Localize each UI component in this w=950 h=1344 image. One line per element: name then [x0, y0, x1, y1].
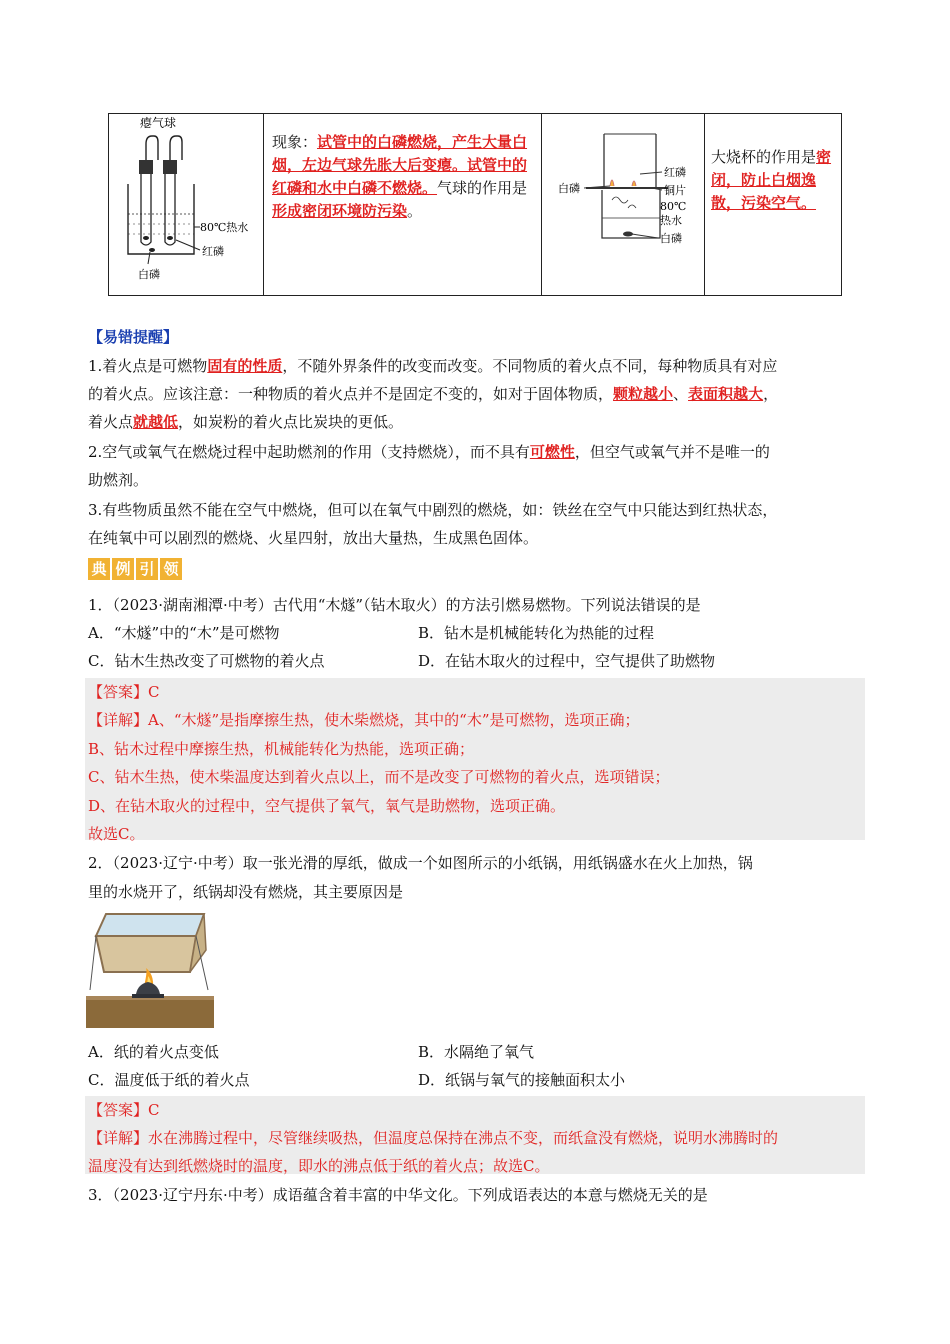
beaker-apparatus-figure: [556, 130, 702, 256]
q2-stem-line1: 2．（2023·辽宁·中考）取一张光滑的厚纸，做成一个如图所示的小纸锅，用纸锅盛水在火上加热，锅: [88, 854, 753, 872]
tips-p1-line3: 着火点就越低，如炭粉的着火点比炭块的更低。: [88, 413, 404, 431]
tips-p1-line2: 的着火点。应该注意：一种物质的着火点并不是固定不变的，如对于固体物质，颗粒越小、表面积越大，: [88, 385, 779, 403]
svg-text:红磷: 红磷: [664, 166, 686, 179]
q2-detail-line2: 温度没有达到纸燃烧时的温度，即水的沸点低于纸的着火点；故选C。: [88, 1157, 550, 1175]
phenomenon-text: 现象：试管中的白磷燃烧，产生大量白烟，左边气球先胀大后变瘪。试管中的红磷和水中白磷不燃烧。气球的作用是形成密闭环境防污染。: [272, 133, 528, 220]
q1-detail-line1: 【详解】A、“木燧”是指摩擦生热，使木柴燃烧，其中的“木”是可燃物，选项正确；: [88, 711, 640, 729]
svg-text:80℃: 80℃: [660, 200, 687, 213]
svg-text:白磷: 白磷: [558, 182, 580, 195]
svg-text:白磷: 白磷: [138, 268, 160, 281]
q2-detail-line1: 【详解】水在沸腾过程中，尽管继续吸热，但温度总保持在沸点不变，而纸盒没有燃烧，说明水沸腾时的: [88, 1129, 779, 1147]
balloon-prefix: 气球的作用是: [437, 179, 528, 197]
svg-text:铜片: 铜片: [664, 184, 686, 197]
svg-text:白磷: 白磷: [660, 232, 682, 245]
q1-answer: 【答案】C: [88, 683, 160, 701]
q1-detail-line4: D、在钻木取火的过程中，空气提供了氧气，氧气是助燃物，选项正确。: [88, 797, 566, 815]
svg-text:80℃热水: 80℃热水: [200, 221, 249, 234]
svg-text:瘪气球: 瘪气球: [140, 116, 177, 130]
q1-detail-line2: B、钻木过程中摩擦生热，机械能转化为热能，选项正确；: [88, 740, 475, 758]
beaker-prefix: 大烧杯的作用是: [711, 148, 817, 166]
q2-option-a: A．纸的着火点变低: [88, 1043, 219, 1061]
q1-detail-line5: 故选C。: [88, 825, 145, 843]
q3-stem: 3．（2023·辽宁丹东·中考）成语蕴含着丰富的中华文化。下列成语表达的本意与燃烧无关的是: [88, 1186, 708, 1204]
q1-option-b: B．钻木是机械能转化为热能的过程: [418, 624, 655, 642]
tips-p3-line2: 在纯氧中可以剧烈的燃烧、火星四射，放出大量热，生成黑色固体。: [88, 529, 539, 547]
tips-p3-line1: 3.有些物质虽然不能在空气中燃烧，但可以在氧气中剧烈的燃烧，如：铁丝在空气中只能达到红热状态，: [88, 501, 778, 519]
paper-pot-figure: [86, 910, 214, 1028]
q2-answer: 【答案】C: [88, 1101, 160, 1119]
q2-option-b: B．水隔绝了氧气: [418, 1043, 535, 1061]
beaker-answer: 密闭，防止白烟逸散，污染空气。: [711, 148, 832, 212]
q1-stem: 1．（2023·湖南湘潭·中考）古代用“木燧”（钻木取火）的方法引燃易燃物。下列说法错误的是: [88, 596, 701, 614]
tips-title: 【易错提醒】: [88, 328, 179, 346]
q2-option-d: D．纸锅与氧气的接触面积太小: [418, 1071, 626, 1089]
svg-text:热水: 热水: [660, 214, 682, 227]
q1-option-c: C．钻木生热改变了可燃物的着火点: [88, 652, 325, 670]
phenomenon-answer: 试管中的白磷燃烧，产生大量白烟，左边气球先胀大后变瘪。试管中的红磷和水中白磷不燃烧。: [272, 133, 528, 197]
balloon-answer: 形成密闭环境防污染: [272, 202, 408, 220]
q1-option-a: A．“木燧”中的“木”是可燃物: [88, 624, 280, 642]
tips-p2-line2: 助燃剂。: [88, 471, 149, 489]
phenomenon-prefix: 现象：: [272, 133, 318, 151]
tips-p1-line1: 1.着火点是可燃物固有的性质，不随外界条件的改变而改变。不同物质的着火点不同，每种物质具有对应: [88, 357, 778, 375]
q1-option-d: D．在钻木取火的过程中，空气提供了助燃物: [418, 652, 716, 670]
q2-option-c: C．温度低于纸的着火点: [88, 1071, 250, 1089]
q2-stem-line2: 里的水烧开了，纸锅却没有燃烧，其主要原因是: [88, 883, 404, 901]
svg-text:红磷: 红磷: [202, 245, 224, 258]
test-tube-apparatus-figure: [112, 114, 262, 292]
q1-detail-line3: C、钻木生热，使木柴温度达到着火点以上，而不是改变了可燃物的着火点，选项错误；: [88, 768, 670, 786]
section-header-examples: 典 例 引 领: [88, 558, 184, 580]
tips-p2-line1: 2.空气或氧气在燃烧过程中起助燃剂的作用（支持燃烧），而不具有可燃性，但空气或氧气并不是唯一的: [88, 443, 770, 461]
beaker-text: [711, 146, 835, 215]
